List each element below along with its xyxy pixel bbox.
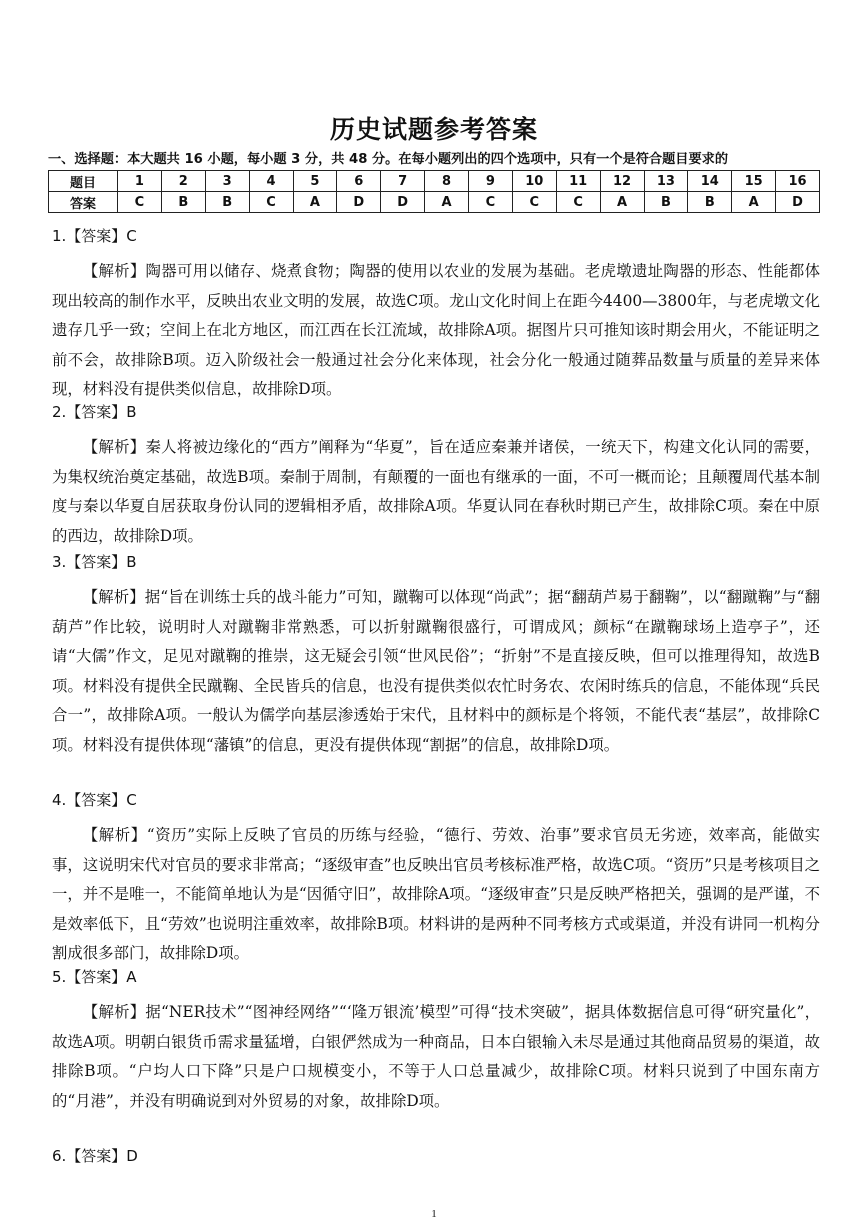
- question-number-cell: 8: [425, 171, 469, 192]
- answer-label: 4.【答案】C: [52, 791, 137, 809]
- analysis-paragraph: 【解析】据“NER技术”“图神经网络”“‘隆万银流’模型”可得“技术突破”，据具体数据信息可得“研究量化”，故选A项。明朝白银货币需求量猛增，白银俨然成为一种商品，日本白银输入未尽是通过其他商品贸易的渠道，故排除B项。“户均人口下降”只是户口规模变小，不等于人口总量减少，故排除C项。材料只说到了中国东南方的“月港”，并没有明确说到对外贸易的对象，故排除D项。: [52, 1003, 820, 1110]
- question-number-cell: 12: [600, 171, 644, 192]
- answer-cell: D: [337, 192, 381, 213]
- question-number-cell: 9: [469, 171, 513, 192]
- answer-item-5: [52, 963, 820, 1116]
- question-number-cell: 14: [688, 171, 732, 192]
- answer-label: 2.【答案】B: [52, 403, 137, 421]
- answer-cell: C: [249, 192, 293, 213]
- answer-cell: A: [425, 192, 469, 213]
- row-label-question: 题目: [49, 171, 118, 192]
- analysis-paragraph: 【解析】“资历”实际上反映了官员的历练与经验，“德行、劳效、治事”要求官员无劣迹，效率高，能做实事，这说明宋代对官员的要求非常高；“逐级审查”也反映出官员考核标准严格，故选C项。“资历”只是考核项目之一，并不是唯一，不能简单地认为是“因循守旧”，故排除A项。“逐级审查”只是反映严格把关，强调的是严谨，不是效率低下，且“劳效”也说明注重效率，故排除B项。材料讲的是两种不同考核方式或渠道，并没有讲同一机构分割成很多部门，故排除D项。: [52, 826, 820, 962]
- answer-cell: A: [600, 192, 644, 213]
- answer-table: [48, 170, 820, 213]
- analysis-paragraph: 【解析】秦人将被边缘化的“西方”阐释为“华夏”，旨在适应秦兼并诸侯，一统天下，构建文化认同的需要，为集权统治奠定基础，故选B项。秦制于周制，有颠覆的一面也有继承的一面，不可一概而论；且颠覆周代基本制度与秦以华夏自居获取身份认同的逻辑相矛盾，故排除A项。华夏认同在春秋时期已产生，故排除C项。秦在中原的西边，故排除D项。: [52, 438, 820, 545]
- question-number-cell: 16: [776, 171, 820, 192]
- answer-item-1: [52, 222, 820, 405]
- answer-cell: D: [776, 192, 820, 213]
- answer-label: 1.【答案】C: [52, 227, 137, 245]
- answer-item-3: [52, 548, 820, 760]
- analysis-paragraph: 【解析】陶器可用以储存、烧煮食物；陶器的使用以农业的发展为基础。老虎墩遗址陶器的形态、性能都体现出较高的制作水平，反映出农业文明的发展，故选C项。龙山文化时间上在距今4400—3800年，与老虎墩文化遗存几乎一致；空间上在北方地区，而江西在长江流域，故排除A项。据图片只可推知该时期会用火，不能证明之前不会，故排除B项。迈入阶级社会一般通过社会分化来体现，社会分化一般通过随葬品数量与质量的差异来体现，材料没有提供类似信息，故排除D项。: [52, 262, 820, 398]
- row-label-answer: 答案: [49, 192, 118, 213]
- answer-label: 5.【答案】A: [52, 968, 137, 986]
- answer-item-4: [52, 786, 820, 969]
- answer-cell: A: [732, 192, 776, 213]
- page-title: 历史试题参考答案: [329, 115, 538, 144]
- answer-cell: C: [469, 192, 513, 213]
- answer-row: [49, 192, 820, 213]
- answer-cell: C: [118, 192, 162, 213]
- section-header: 一、选择题：本大题共 16 小题，每小题 3 分，共 48 分。在每小题列出的四个选项中，只有一个是符合题目要求的: [48, 152, 729, 167]
- question-number-cell: 7: [381, 171, 425, 192]
- question-number-cell: 3: [205, 171, 249, 192]
- answer-cell: A: [293, 192, 337, 213]
- question-number-cell: 10: [512, 171, 556, 192]
- question-number-cell: 4: [249, 171, 293, 192]
- question-number-cell: 1: [118, 171, 162, 192]
- answer-cell: D: [381, 192, 425, 213]
- page-number: 1: [431, 1208, 437, 1220]
- answer-cell: B: [688, 192, 732, 213]
- question-number-row: [49, 171, 820, 192]
- answer-label: 3.【答案】B: [52, 553, 137, 571]
- answer-cell: C: [512, 192, 556, 213]
- question-number-cell: 5: [293, 171, 337, 192]
- question-number-cell: 11: [556, 171, 600, 192]
- answer-label: 6.【答案】D: [52, 1147, 138, 1165]
- answer-cell: C: [556, 192, 600, 213]
- answer-cell: B: [644, 192, 688, 213]
- question-number-cell: 15: [732, 171, 776, 192]
- analysis-paragraph: 【解析】据“旨在训练士兵的战斗能力”可知，蹴鞠可以体现“尚武”；据“翻葫芦易于翻鞠”，以“翻蹴鞠”与“翻葫芦”作比较，说明时人对蹴鞠非常熟悉，可以折射蹴鞠很盛行，可谓成风；颜标“在蹴鞠球场上造亭子”，还请“大儒”作文，足见对蹴鞠的推崇，这无疑会引领“世风民俗”；“折射”不是直接反映，但可以推理得知，故选B项。材料没有提供全民蹴鞠、全民皆兵的信息，也没有提供类似农忙时务农、农闲时练兵的信息，不能体现“兵民合一”，故排除A项。一般认为儒学向基层渗透始于宋代，且材料中的颜标是个将领，不能代表“基层”，故排除C项。材料没有提供体现“藩镇”的信息，更没有提供体现“割据”的信息，故排除D项。: [52, 588, 820, 754]
- answer-item-6: [52, 1142, 820, 1171]
- question-number-cell: 6: [337, 171, 381, 192]
- answer-cell: B: [205, 192, 249, 213]
- answer-item-2: [52, 398, 820, 551]
- question-number-cell: 13: [644, 171, 688, 192]
- answer-cell: B: [161, 192, 205, 213]
- question-number-cell: 2: [161, 171, 205, 192]
